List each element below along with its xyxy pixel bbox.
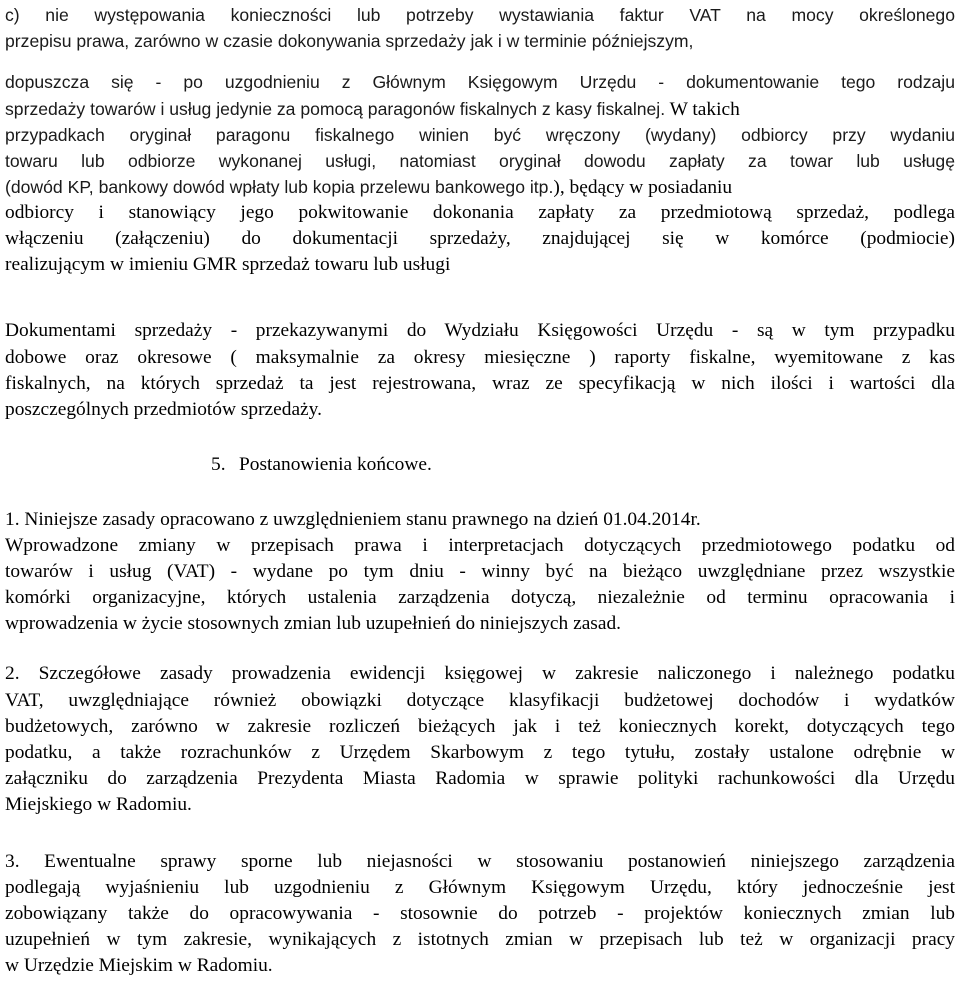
paragraph-permission-line: odbiorcy i stanowiący jego pokwitowanie dokonania zapłaty za przedmiotową sprzedaż, podlega — [5, 202, 955, 223]
paragraph-c-line: przepisu prawa, zarówno w czasie dokonywania sprzedaży jak i w terminie późniejszym, — [5, 31, 694, 51]
paragraph-permission-text: ), będący w posiadaniu — [553, 177, 733, 198]
section-heading — [211, 452, 432, 478]
section-number: 5. — [211, 454, 226, 475]
point-1-line: wprowadzenia w życie stosownych zmian lub uzupełnień do niniejszych zasad. — [5, 613, 621, 634]
paragraph-permission-text: (dowód KP, bankowy dowód wpłaty lub kopia przelewu bankowego itp. — [5, 177, 554, 197]
point-1-line: Wprowadzone zmiany w przepisach prawa i interpretacjach dotyczących przedmiotowego podatku od — [5, 535, 955, 556]
point-1-line: komórki organizacyjne, których ustalenia zarządzenia dotyczą, niezależnie od terminu opracowania i — [5, 587, 955, 608]
paragraph-permission-mixed-line — [5, 96, 955, 123]
paragraph-permission-line: przypadkach oryginał paragonu fiskalnego winien być wręczony (wydany) odbiorcy przy wydaniu — [5, 125, 955, 145]
paragraph-permission-line: towaru lub odbiorze wykonanej usługi, natomiast oryginał dowodu zapłaty za towar lub usługę — [5, 151, 955, 171]
point-3-line: zobowiązany także do opracowywania - stosownie do potrzeb - projektów koniecznych zmian lub — [5, 903, 955, 924]
point-3-line: w Urzędzie Miejskim w Radomiu. — [5, 955, 273, 976]
point-3-line: podlegają wyjaśnieniu lub uzgodnieniu z Głównym Księgowym Urzędu, który jednocześnie jest — [5, 877, 955, 898]
paragraph-permission-line: włączeniu (załączeniu) do dokumentacji sprzedaży, znajdującej się w komórce (podmiocie) — [5, 228, 955, 249]
point-3-line: uzupełnień w tym zakresie, wynikających z istotnych zmian w przepisach lub też w organizacji pracy — [5, 929, 955, 950]
paragraph-documents-line: fiskalnych, na których sprzedaż ta jest rejestrowana, wraz ze specyfikacją w nich ilości i wartości dla — [5, 373, 955, 394]
paragraph-permission-mixed-line — [5, 174, 955, 201]
point-2-line: załączniku do zarządzenia Prezydenta Miasta Radomia w sprawie polityki rachunkowości dla Urzędu — [5, 768, 955, 789]
point-1-line: 1. Niniejsze zasady opracowano z uwzględnieniem stanu prawnego na dzień 01.04.2014r. — [5, 509, 701, 530]
paragraph-permission-text: sprzedaży towarów i usług jedynie za pomocą paragonów fiskalnych z kasy fiskalnej. — [5, 99, 666, 119]
paragraph-c-line: c) nie występowania konieczności lub potrzeby wystawiania faktur VAT na mocy określonego — [5, 5, 955, 25]
point-2-line: podatku, a także rozrachunków z Urzędem Skarbowym z tego tytułu, zostały ustalone odrębnie w — [5, 742, 955, 763]
paragraph-documents-line: dobowe oraz okresowe ( maksymalnie za okresy miesięczne ) raporty fiskalne, wyemitowane z kas — [5, 347, 955, 368]
paragraph-permission-line: dopuszcza się - po uzgodnieniu z Głównym Księgowym Urzędu - dokumentowanie tego rodzaju — [5, 72, 955, 92]
point-3-line: 3. Ewentualne sprawy sporne lub niejasności w stosowaniu postanowień niniejszego zarządzenia — [5, 851, 955, 872]
point-2-line: Miejskiego w Radomiu. — [5, 794, 192, 815]
section-title: Postanowienia końcowe. — [239, 454, 432, 475]
paragraph-permission-line: realizującym w imieniu GMR sprzedaż towaru lub usługi — [5, 254, 451, 275]
point-2-line: VAT, uwzględniające również obowiązki dotyczące klasyfikacji budżetowej dochodów i wydatków — [5, 690, 955, 711]
point-2-line: budżetowych, zarówno w zakresie rozliczeń bieżących jak i też koniecznych korekt, dotyczących tego — [5, 716, 955, 737]
point-2-line: 2. Szczegółowe zasady prowadzenia ewidencji księgowej w zakresie naliczonego i należnego podatku — [5, 663, 955, 684]
paragraph-permission-text: W takich — [665, 99, 740, 120]
point-1-line: towarów i usług (VAT) - wydane po tym dniu - winny być na bieżąco uwzględniane przez wszystkie — [5, 561, 955, 582]
paragraph-documents-line: Dokumentami sprzedaży - przekazywanymi do Wydziału Księgowości Urzędu - są w tym przypadku — [5, 320, 955, 341]
paragraph-documents-line: poszczególnych przedmiotów sprzedaży. — [5, 399, 322, 420]
